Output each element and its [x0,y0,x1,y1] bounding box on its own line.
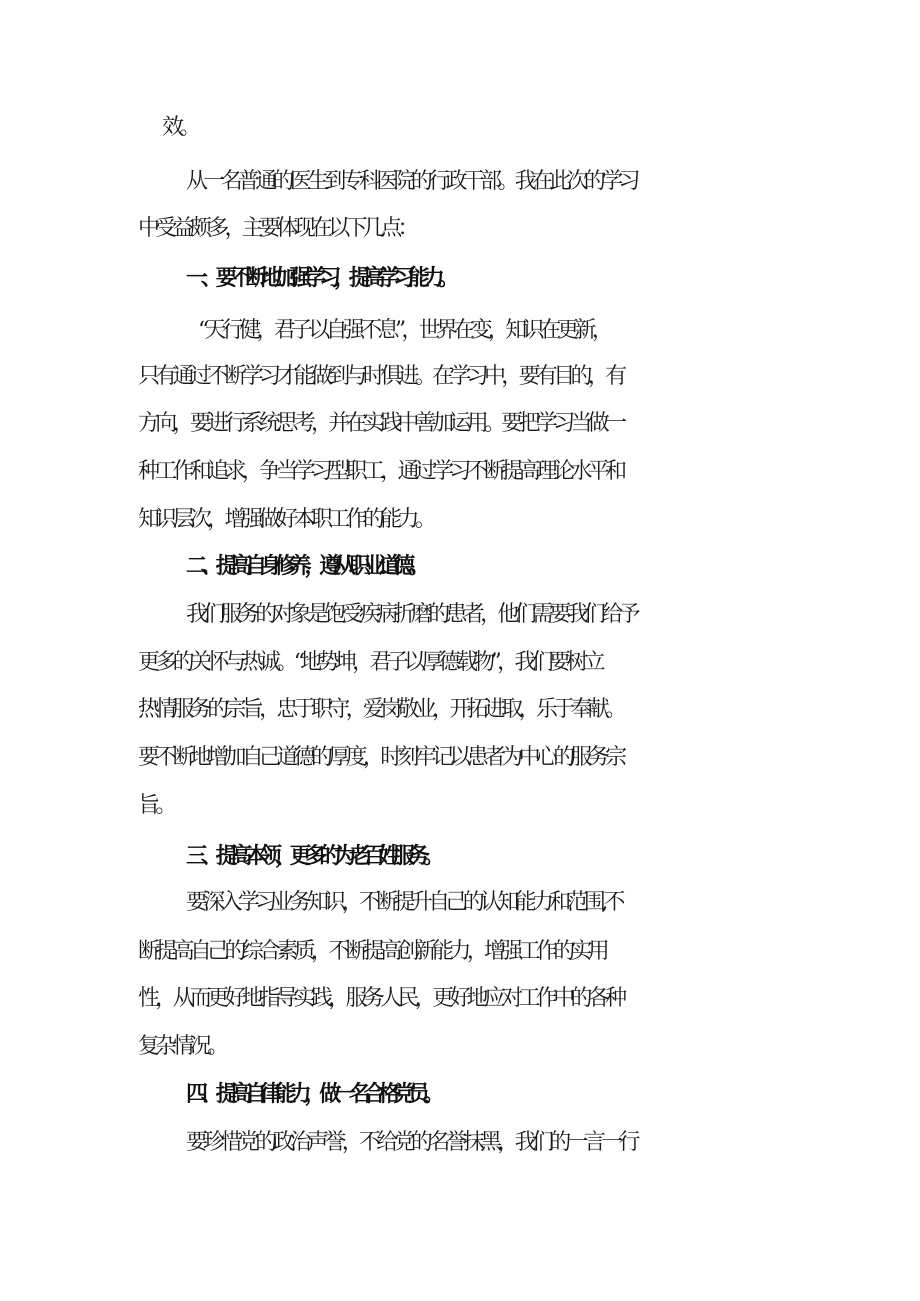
paragraph-line: 要深入学习业务知识，不断提升自己的认知能力和范围,不 [186,890,621,915]
paragraph-line: 断提高自己的综合素质，不断提高创新能力，增强工作的实用 [138,939,606,964]
section-heading: 四、提高自律能力，做一名合格党员。 [186,1082,438,1107]
paragraph-line: “天行健，君子以自强不息”，世界在变，知识在更新， [198,318,609,343]
paragraph-line: 性，从而更好地指导实践，服务人民，更好地应对工作中的各种 [138,986,623,1011]
paragraph-line: 只有通过不断学习才能做到与时俱进。在学习中，要有目的，有 [138,364,623,389]
paragraph-line: 复杂情况。 [138,1034,225,1059]
paragraph-line: 热情服务的宗旨，忠于职守，爱岗敬业，开拓进取，乐于奉献。 [138,697,623,722]
paragraph-line: 旨。 [138,793,173,818]
section-heading: 二、提高自身修养，遵从职业道德。 [186,554,423,579]
paragraph-line: 更多的关怀与热诚。“地势坤，君子以厚德载物”，我们要树立 [138,650,601,675]
paragraph-line: 从一名普通的医生到专科医院的行政干部。我在此次的学习 [186,169,636,194]
paragraph-line: 中受益颇多，主要体现在以下几点： [138,216,415,241]
paragraph-line: 效。 [162,115,197,140]
paragraph-line: 要不断地增加自己道德的厚度，时刻牢记以患者为中心的服务宗 [138,745,623,770]
paragraph-line: 我们服务的对象是饱受疾病折磨的患者，他们需要我们给予 [186,602,636,627]
paragraph-line: 要珍惜党的政治声誉，不给党的名誉抹黑，我们的一言一行 [186,1130,636,1155]
paragraph-line: 方向，要进行系统思考，并在实践中善加运用。要把学习当做一 [138,411,623,436]
paragraph-line: 知识层次，增强做好本职工作的能力。 [138,507,433,532]
paragraph-line: 种工作和追求，争当学习型职工，通过学习不断提高理论水平和 [138,459,623,484]
section-heading: 一、要不断地加强学习，提高学习能力。 [186,266,453,291]
section-heading: 三、提高本领，更多的为老百姓服务。 [186,844,438,869]
